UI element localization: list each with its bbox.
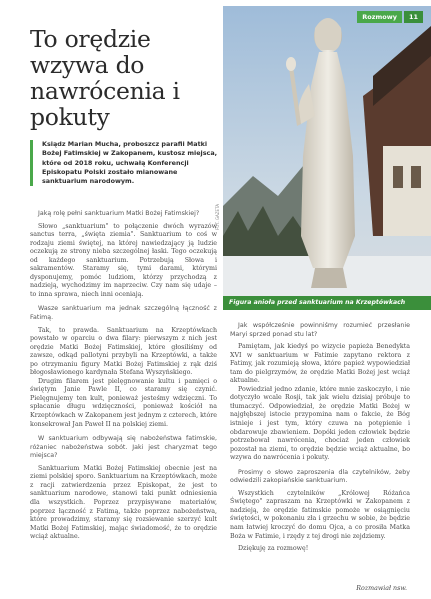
answer-paragraph: Powiedział jedno zdanie, które mnie zaskoczyło, i nie dotyczyło wcale Rosji, tak jak wielu dzisiaj próbuje to tłumaczyć. Odpowiedział, że orędzie Matki Bożej w najgłębszej istocie przypomina nam o fakcie, że Bóg istnieje i jest tym, który czuwa na potępienie i obdarowuje zbawieniem. Dopóki jeden człowiek będzie potrzebował nawrócenia, chociaż jeden człowiek pozostał na ziemi, to orędzie będzie wciąż aktualne, bo wzywa do nawrócenia i pokuty. (230, 385, 410, 462)
article-photo (223, 6, 431, 310)
photo-credit: FOT. GAZETA (215, 204, 220, 230)
closing-line: Dziękuję za rozmowę! (238, 545, 309, 553)
answer-paragraph: Słowo „sanktuarium" to połączenie dwóch wyrazów sanctus terra, „święta ziemia". Sanktuarium to coś w rodzaju ziemi świętej, na której nawiedzający ją ludzie oczekują ze strony nieba szczególnej łaski. Tego oczekują od każdego sanktuarium. Potrzebują Słowa i sakramentów. Staramy się, tymi darami, którymi dysponujemy, pomóc ludziom, którzy przychodzą z nadzieją, wychodzimy im naprzeciw. Czy nam się udaje – to inna sprawa, niech inni oceniają. (30, 222, 217, 298)
section-name: Rozmowy (357, 11, 402, 23)
signature: Rozmawiał nsw. (356, 585, 407, 592)
question: Prosimy o słowo zaproszenia dla czytelników, żeby odwiedzili zakopiańskie sanktuarium. (230, 468, 410, 485)
column-right (230, 322, 410, 554)
section-tag (357, 11, 423, 23)
answer-paragraph: Tak, to prawda. Sanktuarium na Krzeptówkach powstało w oparciu o dwa filary: pierwszym z nich jest orędzie Matki Bożej Fatimskiej, które głosiliśmy od zawsze, odkąd pallotyni przybyli na Krzeptówki, a także po otrzymaniu figury Matki Bożej Fatimskiej z rąk dziś błogosławionego kardynała Stefana Wyszyńskiego. (30, 326, 217, 377)
question: W sanktuarium odbywają się nabożeństwa fatimskie, różaniec nabożeństwa sobót. Jaki jest charyzmat tego miejsca? (30, 435, 217, 460)
answer-paragraph: Wszystkich czytelników „Królowej Różańca Świętego" zapraszam na Krzeptówki w Zakopanem z nadzieją, że orędzie fatimskie pomoże w osiągnięciu świętości, w pokonaniu zła i grzechu w sobie, że będzie nam łatwiej kroczyć do domu Ojca, a co prosiła Matka Boża w Fatimie, i rzędy z tej drogi nie zejdziemy. (230, 489, 410, 540)
column-left (30, 210, 217, 542)
article-title: To orędzie wzywa do nawrócenia i pokuty (30, 25, 180, 131)
question: Jaką rolę pełni sanktuarium Matki Bożej Fatimskiej? (38, 210, 200, 217)
answer-paragraph: Pamiętam, jak kiedyś po wizycie papieża Benedykta XVI w sanktuarium w Fatimie zapytano rektora z Fatimy, jak rozumieją słowa, które papież wypowiedział tam do pielgrzymów, że orędzie Matki Bożej jest wciąż aktualne. (230, 343, 410, 385)
page-number: 11 (404, 11, 423, 23)
question: Wasze sanktuarium ma jednak szczególną łączność z Fatimą. (30, 305, 217, 322)
answer-paragraph: Drugim filarem jest pielęgnowanie kultu i pamięci o świętym Janie Pawle II, co staramy się czynić. Pielęgnujemy ten kult, ponieważ jesteśmy wdzięczni. To spłacanie długu wdzięczności, ponieważ kościół na Krzeptówkach w Zakopanem jest jednym z czterech, które konsekrował Jan Paweł II na polskiej ziemi. (30, 377, 217, 428)
article-lead: Ksiądz Marian Mucha, proboszcz parafii Matki Bożej Fatimskiej w Zakopanem, kustosz miejsca, które od 2018 roku, uchwałą Konferencji Episkopatu Polski zostało mianowane sanktuarium narodowym. (30, 140, 220, 186)
angel-statue-photo (223, 6, 431, 310)
photo-caption: Figura anioła przed sanktuarium na Krzeptówkach (223, 296, 431, 310)
answer-paragraph: Sanktuarium Matki Bożej Fatimskiej obecnie jest na ziemi polskiej sporo. Sanktuarium na Krzeptówkach, może z racji zatwierdzenia przez Episkopat, że jest to sanktuarium narodowe, stanowi taki punkt odniesienia dla wszystkich. Poprzez przypisywane materiałów, poprzez łączność z Fatimą, także poprzez nabożeństwa, które prowadzimy, staramy się rozsiewanie szerzyć kult Matki Bożej Fatimskiej, mając świadomość, że to orędzie wciąż aktualne. (30, 464, 217, 541)
question: Jak współcześnie powinniśmy rozumieć przesłanie Maryi sprzed ponad stu lat? (230, 322, 410, 338)
